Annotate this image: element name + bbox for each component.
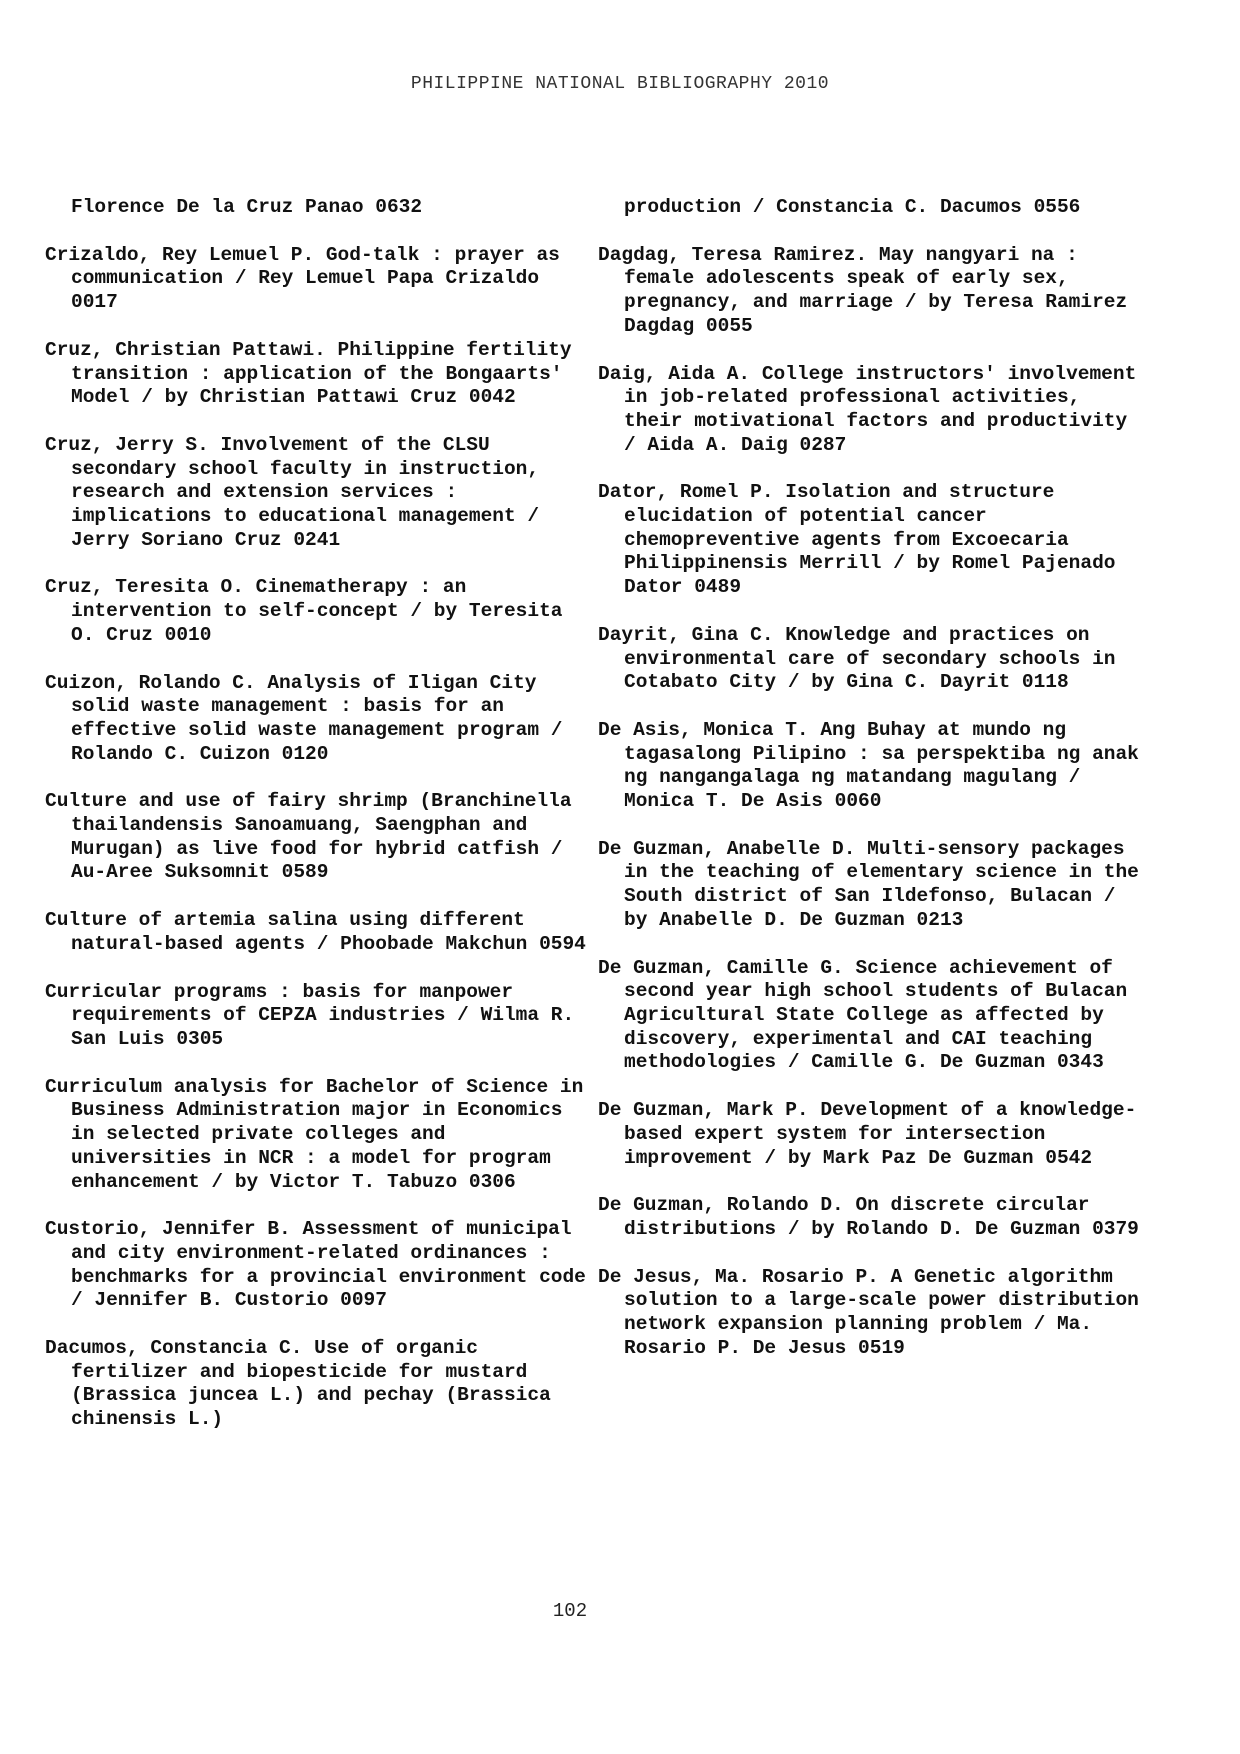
bibliography-entry: Dagdag, Teresa Ramirez. May nangyari na : female adolescents speak of early sex, pregnancy, and marriage / by Teresa Ramirez Dagdag 0055	[598, 243, 1128, 337]
bibliography-column-right	[598, 196, 1143, 1384]
bibliography-entry: Curricular programs : basis for manpower requirements of CEPZA industries / Wilma R. San Luis 0305	[45, 980, 575, 1050]
bibliography-entry: Cruz, Christian Pattawi. Philippine fertility transition : application of the Bongaarts' Model / by Christian Pattawi Cruz 0042	[45, 338, 572, 409]
bibliography-entry: Cruz, Jerry S. Involvement of the CLSU secondary school faculty in instruction, research and extension services : implications to educational management / Jerry Soriano Cruz 0241	[45, 433, 540, 551]
bibliography-entry: De Guzman, Anabelle D. Multi-sensory packages in the teaching of elementary science in the South district of San Ildefonso, Bulacan / by Anabelle D. De Guzman 0213	[598, 837, 1139, 931]
bibliography-entry: De Asis, Monica T. Ang Buhay at mundo ng tagasalong Pilipino : sa perspektiba ng anak ng nangangalaga ng matandang magulang / Monica T. De Asis 0060	[598, 718, 1139, 813]
running-header: PHILIPPINE NATIONAL BIBLIOGRAPHY 2010	[410, 74, 830, 94]
bibliography-entry: Cuizon, Rolando C. Analysis of Iligan City solid waste management : basis for an effective solid waste management program / Rolando C. Cuizon 0120	[45, 671, 563, 765]
bibliography-entry: Dator, Romel P. Isolation and structure elucidation of potential cancer chemopreventive agents from Excoecaria Philippinensis Merrill / by Romel Pajenado Dator 0489	[598, 481, 1116, 599]
bibliography-entry: Daig, Aida A. College instructors' involvement in job-related professional activities, their motivational factors and productivity / Aida A. Daig 0287	[598, 362, 1137, 456]
page-number: 102	[552, 1600, 588, 1622]
bibliography-entry: Crizaldo, Rey Lemuel P. God-talk : prayer as communication / Rey Lemuel Papa Crizaldo 0017	[45, 243, 560, 314]
bibliography-entry: Dacumos, Constancia C. Use of organic fertilizer and biopesticide for mustard (Brassica juncea L.) and pechay (Brassica chinensis L.)	[45, 1337, 551, 1431]
bibliography-entry: Custorio, Jennifer B. Assessment of municipal and city environment-related ordinances : benchmarks for a provincial environment code / Jennifer B. Custorio 0097	[45, 1218, 586, 1312]
bibliography-entry: Culture of artemia salina using different natural-based agents / Phoobade Makchun 0594	[45, 909, 586, 955]
bibliography-entry: production / Constancia C. Dacumos 0556	[624, 196, 1081, 218]
bibliography-entry: De Guzman, Rolando D. On discrete circular distributions / by Rolando D. De Guzman 0379	[598, 1194, 1139, 1240]
bibliography-entry: De Guzman, Mark P. Development of a knowledge-based expert system for intersection improvement / by Mark Paz De Guzman 0542	[598, 1099, 1137, 1169]
bibliography-entry: Dayrit, Gina C. Knowledge and practices on environmental care of secondary schools in Cotabato City / by Gina C. Dayrit 0118	[598, 623, 1116, 694]
bibliography-column-left	[45, 196, 590, 1456]
bibliography-entry: Culture and use of fairy shrimp (Branchinella thailandensis Sanoamuang, Saengphan and Murugan) as live food for hybrid catfish / Au-Aree Suksomnit 0589	[45, 790, 572, 884]
bibliography-entry: De Guzman, Camille G. Science achievement of second year high school students of Bulacan Agricultural State College as affected by discovery, experimental and CAI teaching methodologies / Camille G. De Guzman 0343	[598, 956, 1128, 1074]
bibliography-entry: De Jesus, Ma. Rosario P. A Genetic algorithm solution to a large-scale power distribution network expansion planning problem / Ma. Rosario P. De Jesus 0519	[598, 1265, 1139, 1359]
bibliography-entry: Florence De la Cruz Panao 0632	[71, 196, 423, 218]
bibliography-entry: Cruz, Teresita O. Cinematherapy : an intervention to self-concept / by Teresita O. Cruz 0010	[45, 576, 563, 646]
bibliography-entry: Curriculum analysis for Bachelor of Science in Business Administration major in Economics in selected private colleges and universities in NCR : a model for program enhancement / by Victor T. Tabuzo 0306	[45, 1075, 584, 1193]
